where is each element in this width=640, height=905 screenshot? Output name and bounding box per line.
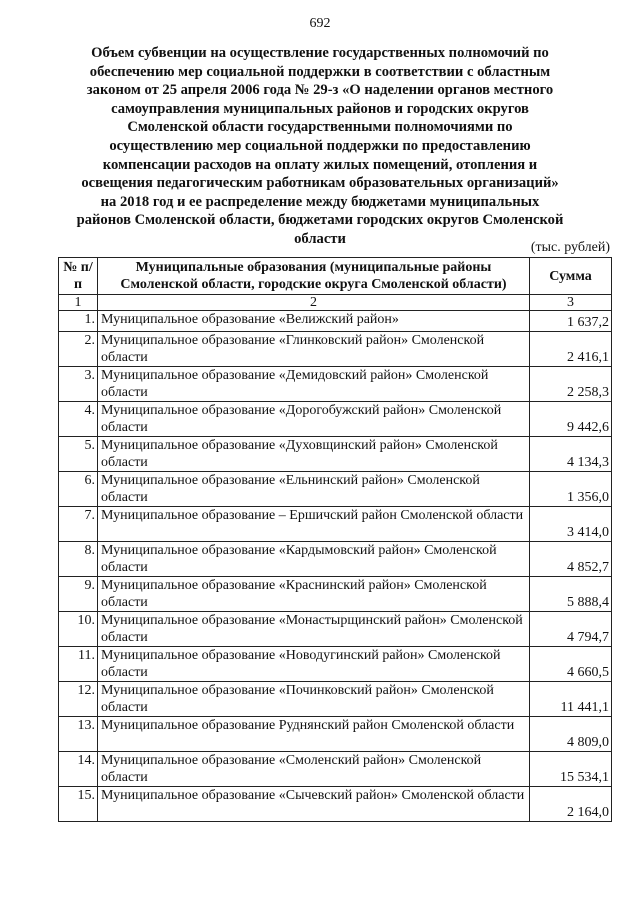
table-row [59,367,612,402]
subvention-amount: 2 416,1 [530,332,612,367]
subvention-table [58,257,612,822]
table-row [59,752,612,787]
table-row [59,332,612,367]
document-title: Объем субвенции на осуществление государственных полномочий по обеспечению мер социальной поддержки в соответствии с областным законом от 25 апреля 2006 года № 29-з «О наделении органов местного самоуправления муниципальных районов и городских округов Смоленской области государственными полномочиями по осуществлению мер социальной поддержки по предоставлению компенсации расходов на оплату жилых помещений, отопления и освещения педагогическим работникам образовательных организаций» на 2018 год и ее распределение между бюджетами муниципальных районов Смоленской области, бюджетами городских округов Смоленской области [76,45,564,247]
table-body [59,311,612,822]
table-row [59,402,612,437]
row-number: 6. [59,472,98,507]
municipality-name: Муниципальное образование «Починковский район» Смоленской области [98,682,530,717]
subvention-amount: 11 441,1 [530,682,612,717]
row-number: 1. [59,311,98,332]
row-number: 11. [59,647,98,682]
municipality-name: Муниципальное образование «Духовщинский район» Смоленской области [98,437,530,472]
row-number: 3. [59,367,98,402]
subvention-amount: 3 414,0 [530,507,612,542]
row-number: 8. [59,542,98,577]
row-number: 14. [59,752,98,787]
row-number: 5. [59,437,98,472]
subvention-amount: 2 164,0 [530,787,612,822]
subvention-amount: 4 809,0 [530,717,612,752]
table-row [59,682,612,717]
table-row [59,472,612,507]
municipality-name: Муниципальное образование – Ершичский район Смоленской области [98,507,530,542]
municipality-name: Муниципальное образование «Дорогобужский район» Смоленской области [98,402,530,437]
column-numbers-row [59,295,612,311]
subvention-amount: 4 852,7 [530,542,612,577]
row-number: 9. [59,577,98,612]
municipality-name: Муниципальное образование «Ельнинский район» Смоленской области [98,472,530,507]
page-number: 692 [309,16,331,31]
municipality-name: Муниципальное образование «Демидовский район» Смоленской области [98,367,530,402]
table-row [59,311,612,332]
subvention-amount: 15 534,1 [530,752,612,787]
header-municipality: Муниципальные образования (муниципальные районы Смоленской области, городские округа Смоленской области) [98,258,530,295]
table-row [59,717,612,752]
subvention-amount: 1 637,2 [530,311,612,332]
subvention-amount: 1 356,0 [530,472,612,507]
row-number: 7. [59,507,98,542]
row-number: 4. [59,402,98,437]
row-number: 2. [59,332,98,367]
subvention-amount: 5 888,4 [530,577,612,612]
row-number: 15. [59,787,98,822]
table-row [59,577,612,612]
table-row [59,507,612,542]
table-header-row [59,258,612,295]
subvention-amount: 9 442,6 [530,402,612,437]
table-row [59,787,612,822]
table-row [59,612,612,647]
row-number: 10. [59,612,98,647]
municipality-name: Муниципальное образование «Кардымовский район» Смоленской области [98,542,530,577]
municipality-name: Муниципальное образование «Глинковский район» Смоленской области [98,332,530,367]
subvention-amount: 4 134,3 [530,437,612,472]
municipality-name: Муниципальное образование «Смоленский район» Смоленской области [98,752,530,787]
subvention-amount: 4 794,7 [530,612,612,647]
table-row [59,542,612,577]
table-row [59,437,612,472]
row-number: 12. [59,682,98,717]
column-number: 3 [530,295,612,311]
table-row [59,647,612,682]
units-label: (тыс. рублей) [530,240,610,255]
municipality-name: Муниципальное образование «Монастырщинский район» Смоленской области [98,612,530,647]
column-number: 1 [59,295,98,311]
municipality-name: Муниципальное образование «Велижский район» [98,311,530,332]
header-number: № п/п [59,258,98,295]
municipality-name: Муниципальное образование Руднянский район Смоленской области [98,717,530,752]
municipality-name: Муниципальное образование «Краснинский район» Смоленской области [98,577,530,612]
municipality-name: Муниципальное образование «Сычевский район» Смоленской области [98,787,530,822]
municipality-name: Муниципальное образование «Новодугинский район» Смоленской области [98,647,530,682]
subvention-amount: 4 660,5 [530,647,612,682]
column-number: 2 [98,295,530,311]
header-sum: Сумма [530,258,612,295]
row-number: 13. [59,717,98,752]
subvention-amount: 2 258,3 [530,367,612,402]
